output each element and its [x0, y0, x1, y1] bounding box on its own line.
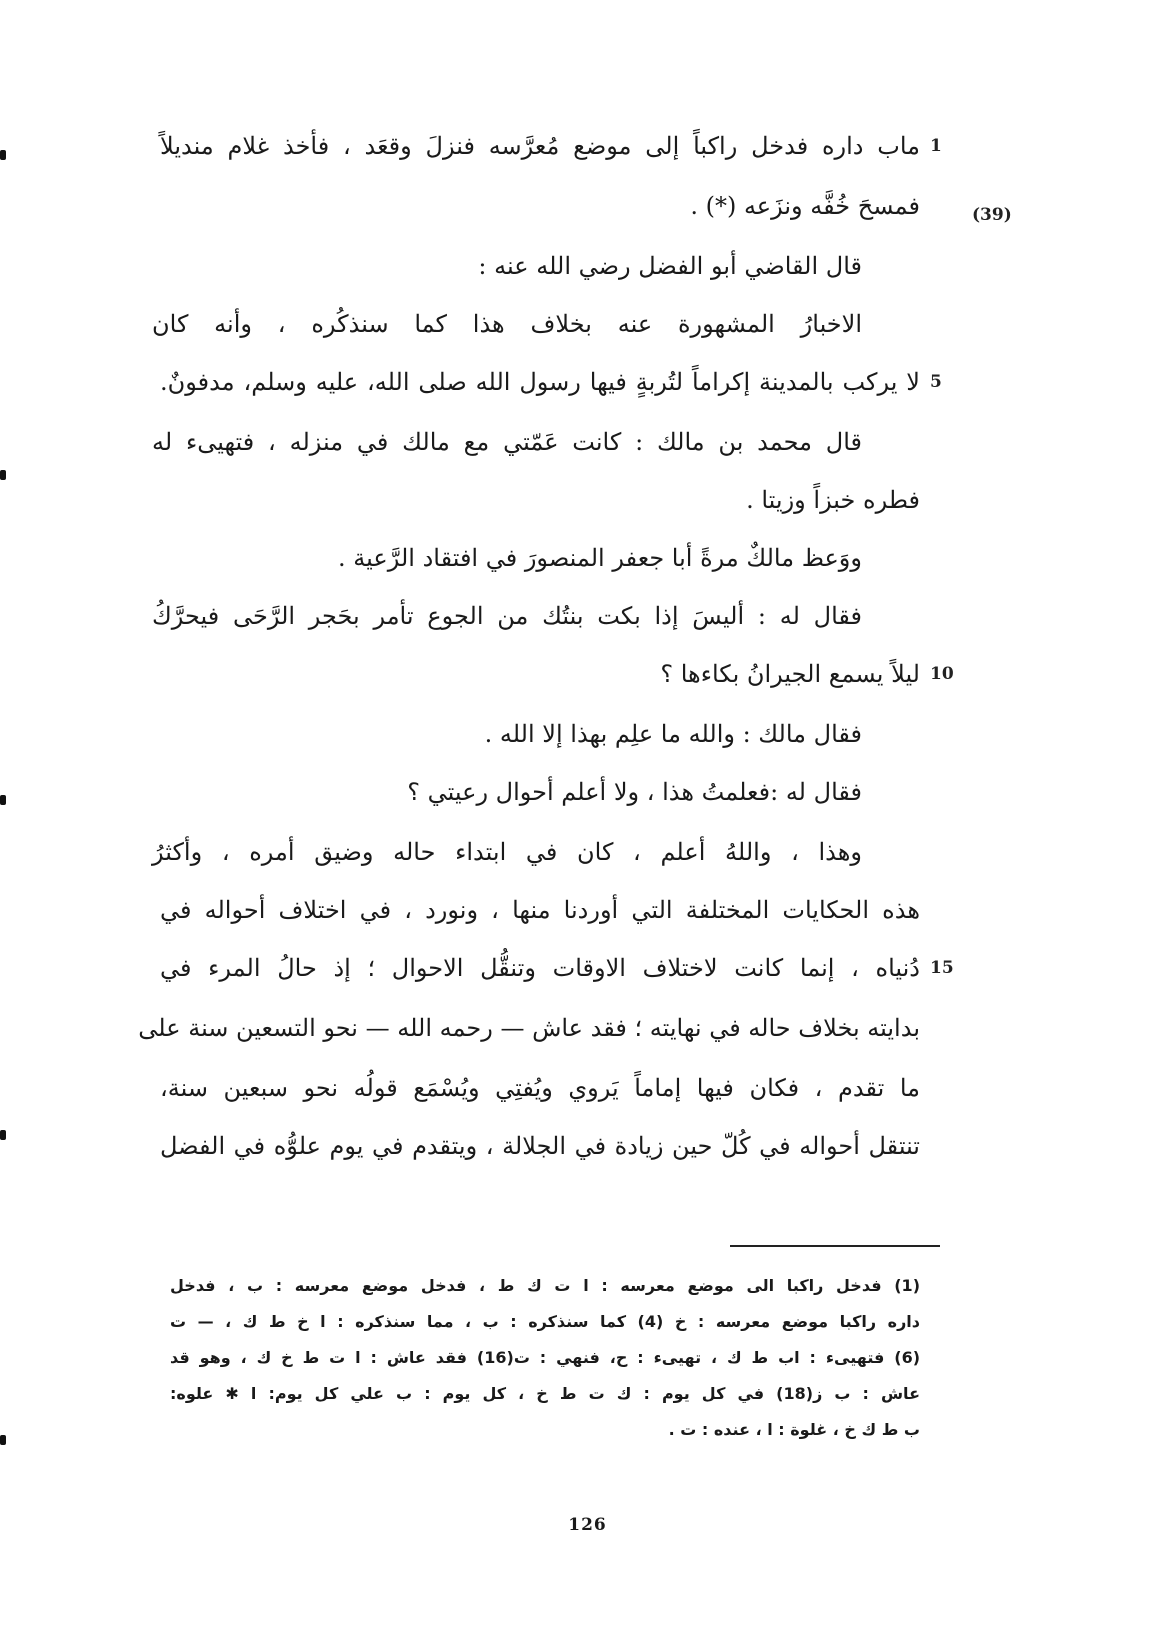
scan-edge-mark: [0, 1130, 6, 1140]
line-number: 1: [930, 136, 942, 156]
scan-edge-mark: [0, 795, 6, 805]
body-line: ووَعظ مالكٌ مرةً أبا جعفر المنصورَ في افتقاد الرَّعية .: [338, 544, 862, 572]
body-line: فقال له : أليسَ إذا بكت بنتُك من الجوع تأمر بحَجر الرَّحَى فيحرَّكُ: [152, 602, 862, 630]
body-line: ماب داره فدخل راكباً إلى موضع مُعرَّسه فنزلَ وقعَد ، فأخذ غلام منديلاً: [160, 132, 920, 160]
line-number: 10: [930, 664, 954, 684]
body-line: فمسحَ خُفَّه ونزَعه (*) .: [690, 192, 920, 220]
footnote-line: داره راكبا موضع معرسه : خ (4) كما سنذكره : ب ، مما سنذكره : ا خ ط ك ، — ت: [170, 1312, 921, 1331]
scan-edge-mark: [0, 470, 6, 480]
body-line: وهذا ، واللهُ أعلم ، كان في ابتداء حاله وضيق أمره ، وأكثرُ: [152, 838, 862, 866]
scan-edge-mark: [0, 1435, 6, 1445]
margin-marker: (39): [972, 205, 1012, 225]
body-line: قال القاضي أبو الفضل رضي الله عنه :: [478, 252, 862, 280]
line-number: 5: [930, 372, 942, 392]
line-number: 15: [930, 958, 954, 978]
body-line: فقال مالك : والله ما علِم بهذا إلا الله .: [484, 720, 862, 748]
body-line: بدايته بخلاف حاله في نهايته ؛ فقد عاش — رحمه الله — نحو التسعين سنة على: [138, 1014, 920, 1042]
footnote-line: عاش : ب ز(18) في كل يوم : ك ت ط خ ، كل يوم : ب علي كل يوم: ا ✱ علوه:: [170, 1384, 920, 1403]
scan-edge-mark: [0, 150, 6, 160]
footnote-line: ب ط ك خ ، غلوة : ا ، عنده : ت .: [668, 1420, 920, 1439]
body-line: فطره خبزاً وزيتا .: [746, 486, 920, 514]
body-line: ما تقدم ، فكان فيها إماماً يَروي ويُفتِي ويُسْمَع قولُه نحو سبعين سنة،: [160, 1074, 920, 1102]
body-line: الاخبارُ المشهورة عنه بخلاف هذا كما سنذكُره ، وأنه كان: [152, 310, 862, 338]
body-line: تنتقل أحواله في كُلّ حين زيادة في الجلالة ، ويتقدم في يوم علوُّه في الفضل: [160, 1132, 920, 1160]
footnote-line: (1) فدخل راكبا الى موضع معرسه : ا ت ك ط ، فدخل موضع معرسه : ب ، فدخل: [170, 1276, 920, 1295]
body-line: دُنياه ، إنما كانت لاختلاف الاوقات وتنقُّل الاحوال ؛ إذ حالُ المرء في: [160, 954, 920, 982]
body-line: ليلاً يسمع الجيرانُ بكاءها ؟: [660, 660, 920, 688]
body-line: قال محمد بن مالك : كانت عَمّتي مع مالك في منزله ، فتهيىء له: [152, 428, 862, 456]
body-line: فقال له :فعلمتُ هذا ، ولا أعلم أحوال رعيتي ؟: [407, 778, 862, 806]
body-line: لا يركب بالمدينة إكراماً لتُربةٍ فيها رسول الله صلى الله، عليه وسلم، مدفونٌ.: [160, 368, 920, 396]
footnote-line: (6) فتهيىء : اب ط ك ، تهيىء : ح، فنهي : ت(16) فقد عاش : ا ت ط خ ك ، وهو قد: [170, 1348, 921, 1367]
footnote-rule: [730, 1245, 940, 1247]
page-number: 126: [568, 1515, 607, 1535]
body-line: هذه الحكايات المختلفة التي أوردنا منها ، ونورد ، في اختلاف أحواله في: [160, 896, 920, 924]
